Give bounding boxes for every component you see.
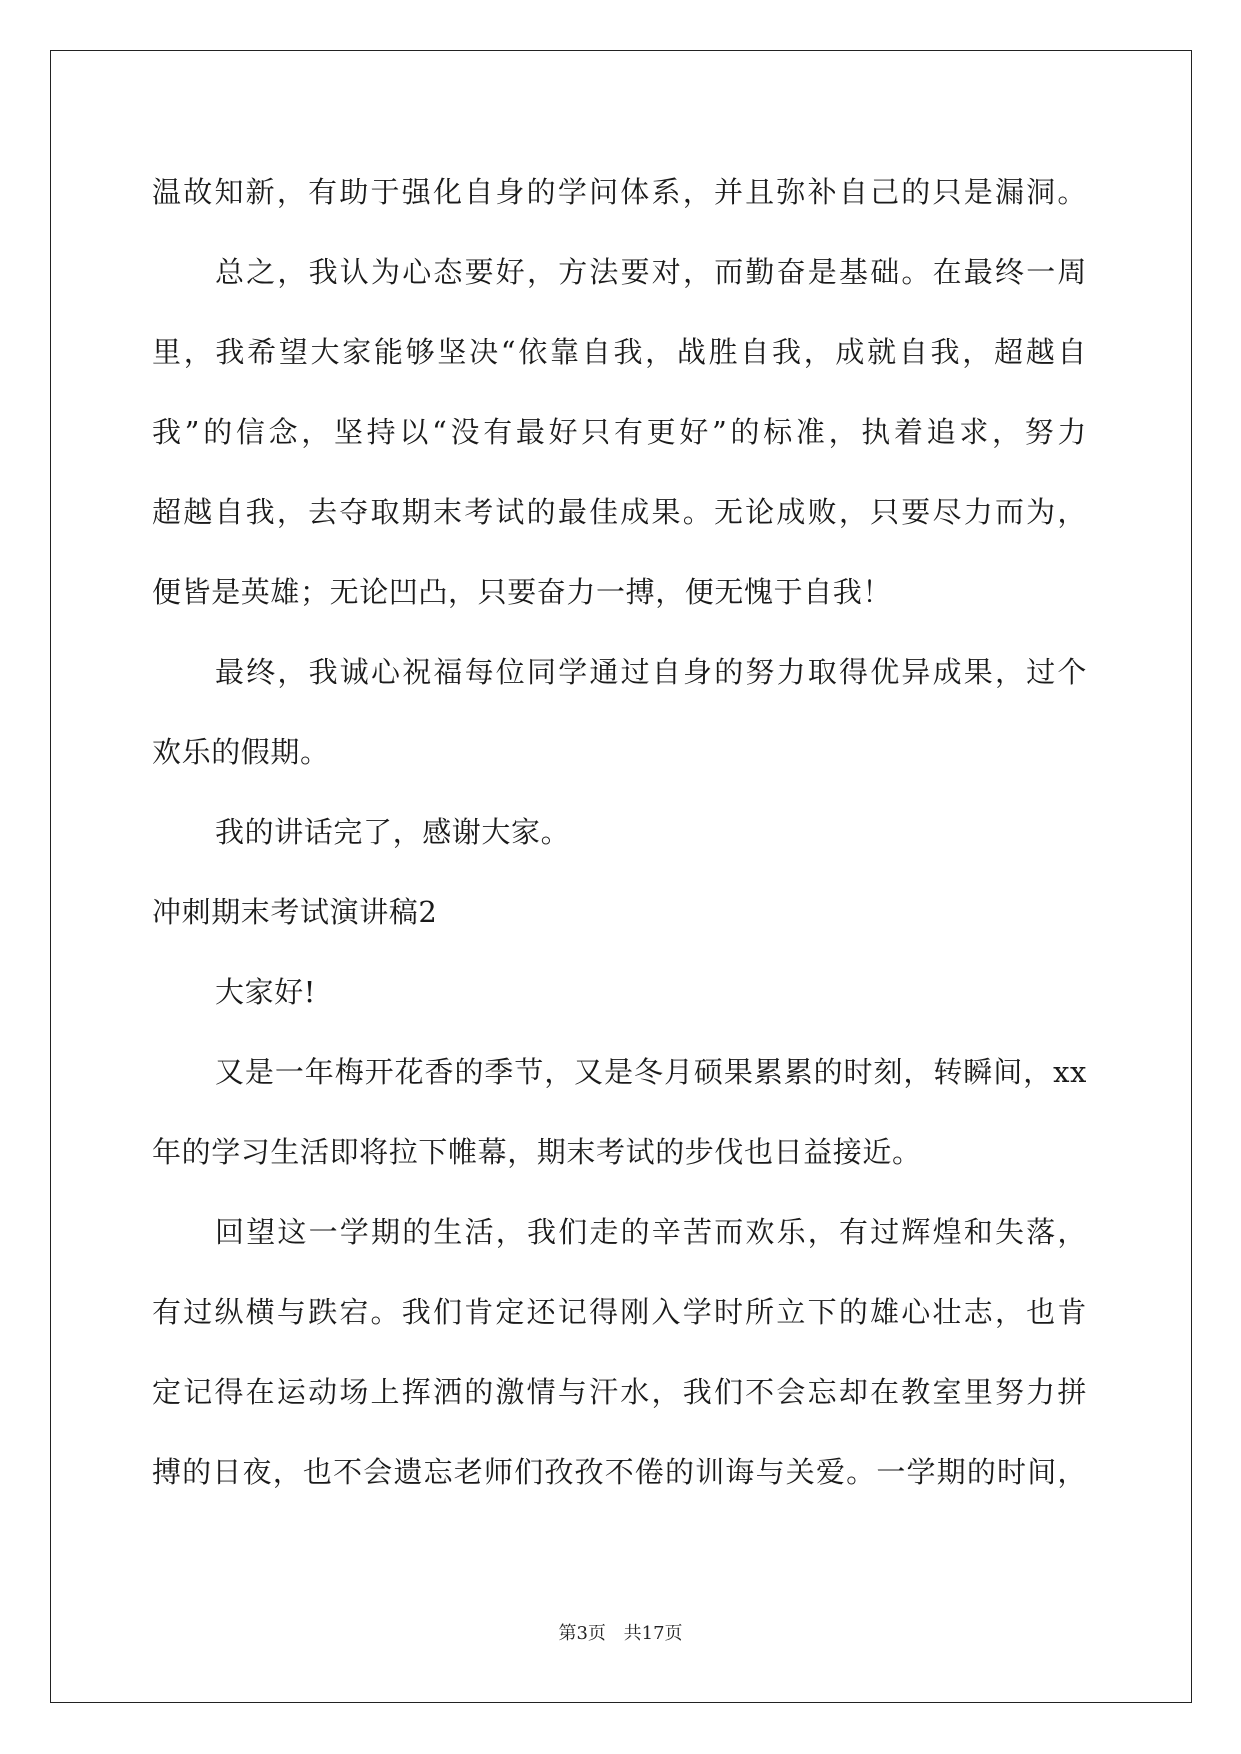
body-line-3: 里，我希望大家能够坚决“依靠自我，战胜自我，成就自我，超越自	[152, 335, 1087, 369]
body-line-4: 我”的信念，坚持以“没有最好只有更好”的标准，执着追求，努力	[152, 415, 1087, 449]
body-line-14: 回望这一学期的生活，我们走的辛苦而欢乐，有过辉煌和失落，	[215, 1215, 1087, 1249]
body-line-15: 有过纵横与跌宕。我们肯定还记得刚入学时所立下的雄心壮志，也肯	[152, 1295, 1087, 1329]
body-line-8: 欢乐的假期。	[152, 735, 330, 769]
body-line-12: 又是一年梅开花香的季节，又是冬月硕果累累的时刻，转瞬间，xx	[215, 1055, 1087, 1089]
body-line-13: 年的学习生活即将拉下帷幕，期末考试的步伐也日益接近。	[152, 1135, 922, 1169]
body-line-17: 搏的日夜，也不会遗忘老师们孜孜不倦的训诲与关爱。一学期的时间，	[152, 1455, 1087, 1489]
body-line-1: 温故知新，有助于强化自身的学问体系，并且弥补自己的只是漏洞。	[152, 175, 1087, 209]
body-line-2: 总之，我认为心态要好，方法要对，而勤奋是基础。在最终一周	[215, 255, 1087, 289]
body-line-16: 定记得在运动场上挥洒的激情与汗水，我们不会忘却在教室里努力拼	[152, 1375, 1087, 1409]
body-line-9: 我的讲话完了，感谢大家。	[215, 815, 571, 849]
page-number: 第3页	[558, 1623, 606, 1644]
body-line-7: 最终，我诚心祝福每位同学通过自身的努力取得优异成果，过个	[215, 655, 1087, 689]
page-footer	[0, 1622, 1241, 1646]
total-pages: 共17页	[623, 1623, 683, 1644]
body-line-5: 超越自我，去夺取期末考试的最佳成果。无论成败，只要尽力而为，	[152, 495, 1087, 529]
greeting-line: 大家好!	[215, 975, 317, 1009]
body-line-6: 便皆是英雄；无论凹凸，只要奋力一搏，便无愧于自我！	[152, 575, 893, 609]
section-heading: 冲刺期末考试演讲稿2	[152, 895, 438, 929]
